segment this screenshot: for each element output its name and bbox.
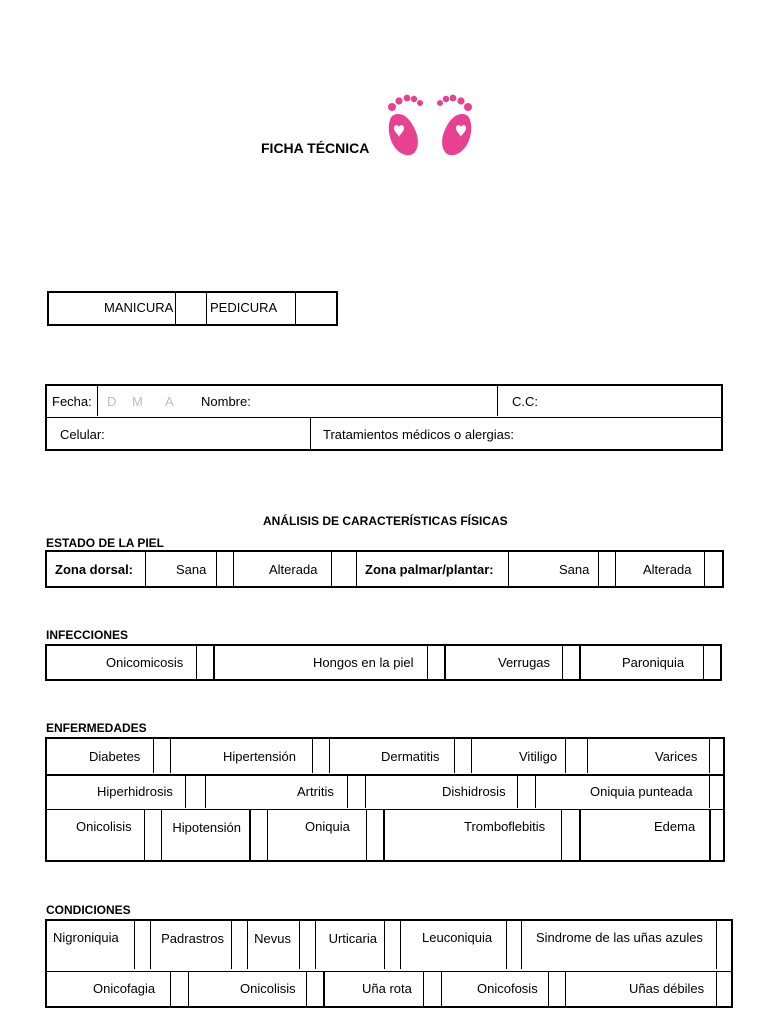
dorsal-sana-checkbox[interactable] <box>217 552 233 586</box>
onicolisis-cond-checkbox[interactable] <box>307 972 322 1006</box>
dishidrosis-label: Dishidrosis <box>442 784 506 799</box>
artritis-label: Artritis <box>297 784 334 799</box>
pedicura-checkbox[interactable] <box>296 293 336 324</box>
condiciones-table <box>45 919 733 1008</box>
hipertension-label: Hipertensión <box>223 749 296 764</box>
vitiligo-checkbox[interactable] <box>566 739 586 773</box>
verrugas-checkbox[interactable] <box>563 646 578 679</box>
celular-field[interactable] <box>117 420 305 446</box>
onicolisis-checkbox[interactable] <box>145 810 160 860</box>
page-title: FICHA TÉCNICA <box>261 140 370 156</box>
cc-field[interactable] <box>547 388 717 414</box>
nombre-field[interactable] <box>257 388 493 414</box>
urticaria-label: Urticaria <box>328 931 377 946</box>
tromboflebitis-label: Tromboflebitis <box>464 819 546 834</box>
condiciones-title: CONDICIONES <box>46 903 131 917</box>
unas-debiles-checkbox[interactable] <box>717 972 731 1006</box>
fecha-label: Fecha: <box>52 394 92 409</box>
enfermedades-title: ENFERMEDADES <box>46 721 147 735</box>
una-rota-label: Uña rota <box>362 981 412 996</box>
onicolisis-label: Onicolisis <box>76 819 132 834</box>
zona-palmar-label: Zona palmar/plantar: <box>365 562 494 577</box>
zona-dorsal-label: Zona dorsal: <box>55 562 134 577</box>
nevus-checkbox[interactable] <box>300 921 314 971</box>
piel-title: ESTADO DE LA PIEL <box>46 536 165 550</box>
enfermedades-table <box>45 737 725 862</box>
sindrome-label: Sindrome de las uñas azules <box>536 930 703 945</box>
dermatitis-checkbox[interactable] <box>455 739 470 773</box>
onicomicosis-checkbox[interactable] <box>197 646 212 679</box>
edema-checkbox[interactable] <box>712 810 724 860</box>
celular-label: Celular: <box>60 427 105 442</box>
nigroniquia-label: Nigroniquia <box>53 930 119 945</box>
onicolisis-cond-label: Onicolisis <box>240 981 296 996</box>
manicura-checkbox[interactable] <box>176 293 206 324</box>
padrastros-checkbox[interactable] <box>232 921 246 971</box>
onicofosis-label: Onicofosis <box>477 981 538 996</box>
hiperhidrosis-label: Hiperhidrosis <box>97 784 173 799</box>
paroniquia-checkbox[interactable] <box>704 646 720 679</box>
hongos-checkbox[interactable] <box>428 646 443 679</box>
padrastros-label: Padrastros <box>161 931 224 946</box>
hongos-label: Hongos en la piel <box>313 655 414 670</box>
cc-label: C.C: <box>512 394 538 409</box>
dorsal-sana-label: Sana <box>176 562 207 577</box>
edema-label: Edema <box>654 819 696 834</box>
varices-checkbox[interactable] <box>710 739 724 773</box>
nombre-label: Nombre: <box>201 394 251 409</box>
tratamientos-field[interactable] <box>529 420 717 446</box>
hipotension-checkbox[interactable] <box>252 810 266 860</box>
dermatitis-label: Dermatitis <box>381 749 440 764</box>
tromboflebitis-checkbox[interactable] <box>562 810 578 860</box>
client-table <box>45 384 723 451</box>
unas-debiles-label: Uñas débiles <box>629 981 705 996</box>
urticaria-checkbox[interactable] <box>385 921 399 971</box>
oniquia-punteada-label: Oniquia punteada <box>590 784 693 799</box>
oniquia-punteada-checkbox[interactable] <box>710 775 724 809</box>
diabetes-label: Diabetes <box>89 749 141 764</box>
palmar-alterada-checkbox[interactable] <box>705 552 722 586</box>
palmar-sana-checkbox[interactable] <box>599 552 615 586</box>
paroniquia-label: Paroniquia <box>622 655 685 670</box>
artritis-checkbox[interactable] <box>348 775 364 809</box>
leuconiquia-checkbox[interactable] <box>507 921 520 971</box>
dorsal-alterada-checkbox[interactable] <box>332 552 356 586</box>
onicofagia-label: Onicofagia <box>93 981 156 996</box>
palmar-sana-label: Sana <box>559 562 590 577</box>
analysis-title: ANÁLISIS DE CARACTERÍSTICAS FÍSICAS <box>263 514 508 528</box>
oniquia-checkbox[interactable] <box>367 810 382 860</box>
diabetes-checkbox[interactable] <box>154 739 169 773</box>
verrugas-label: Verrugas <box>498 655 551 670</box>
onicomicosis-label: Onicomicosis <box>106 655 184 670</box>
oniquia-label: Oniquia <box>305 819 350 834</box>
onicofosis-checkbox[interactable] <box>549 972 564 1006</box>
nevus-label: Nevus <box>254 931 291 946</box>
hipertension-checkbox[interactable] <box>313 739 328 773</box>
una-rota-checkbox[interactable] <box>424 972 440 1006</box>
sindrome-checkbox[interactable] <box>717 921 731 971</box>
dorsal-alterada-label: Alterada <box>269 562 318 577</box>
pedicura-label: PEDICURA <box>210 300 278 315</box>
fecha-month[interactable]: M <box>132 394 143 409</box>
onicofagia-checkbox[interactable] <box>171 972 187 1006</box>
hipotension-label: Hipotensión <box>172 820 241 835</box>
palmar-alterada-label: Alterada <box>643 562 692 577</box>
fecha-year[interactable]: A <box>165 394 174 409</box>
infecciones-table <box>45 644 722 681</box>
vitiligo-label: Vitiligo <box>519 749 558 764</box>
baby-feet-icon <box>382 92 478 160</box>
varices-label: Varices <box>655 749 698 764</box>
piel-table <box>45 550 724 588</box>
fecha-day[interactable]: D <box>107 394 117 409</box>
hiperhidrosis-checkbox[interactable] <box>186 775 204 809</box>
nigroniquia-checkbox[interactable] <box>135 921 149 971</box>
leuconiquia-label: Leuconiquia <box>422 930 493 945</box>
dishidrosis-checkbox[interactable] <box>518 775 534 809</box>
tratamientos-label: Tratamientos médicos o alergias: <box>323 427 514 442</box>
service-table <box>47 291 338 326</box>
manicura-label: MANICURA <box>104 300 174 315</box>
infecciones-title: INFECCIONES <box>46 628 129 642</box>
